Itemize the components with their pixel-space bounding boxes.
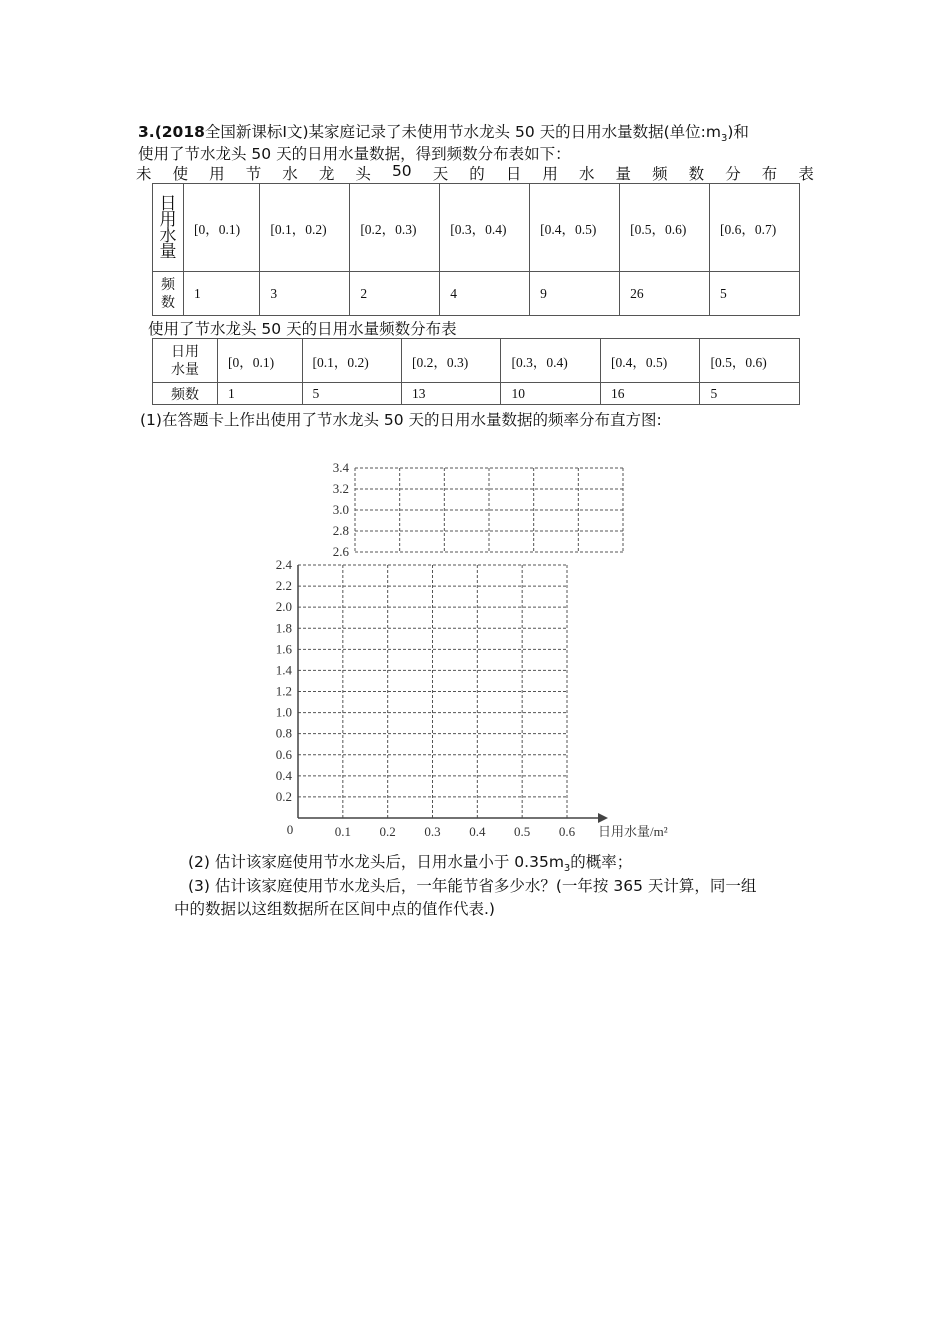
y-tick-label: 2.2 (275, 578, 292, 594)
interval-cell: [0，0.1) (218, 339, 303, 383)
x-tick-label: 0.3 (424, 824, 441, 839)
table1-title-char: 量 (615, 165, 632, 183)
count-cell: 3 (260, 272, 350, 316)
part-3-question-cont: 中的数据以这组数据所在区间中点的值作代表.) (174, 900, 495, 918)
part-2-tail: 的概率； (570, 853, 633, 871)
y-tick-label: 0.8 (275, 725, 292, 741)
y-tick-label: 2.6 (332, 544, 349, 559)
part-2-question (188, 850, 632, 874)
table1-header-count: 频数 (153, 272, 184, 316)
count-cell: 10 (501, 383, 600, 405)
problem-source: (2018 (154, 123, 205, 141)
lower-grid (298, 565, 567, 818)
problem-intro-text: 全国新课标Ⅰ文)某家庭记录了未使用节水龙头 50 天的日用水量数据(单位:m (204, 123, 721, 141)
table1-title-char: 分 (725, 165, 741, 183)
count-cell: 16 (600, 383, 699, 405)
part-2-text: (2) 估计该家庭使用节水龙头后，日用水量小于 0.35m (188, 853, 564, 871)
table1-title-char: 头 (355, 165, 371, 183)
x-axis-arrow (598, 813, 608, 823)
x-tick-label: 0.6 (558, 824, 576, 839)
y-tick-label: 2.8 (332, 523, 349, 538)
table1-title-char: 龙 (318, 165, 335, 183)
chart-axes (298, 565, 608, 823)
interval-cell: [0.3，0.4) (501, 339, 600, 383)
interval-cell: [0，0.1) (184, 184, 260, 272)
interval-cell: [0.4，0.5) (530, 184, 620, 272)
y-tick-label: 2.4 (275, 557, 292, 572)
y-tick-label: 2.0 (275, 599, 292, 615)
table1-title-char: 50 (391, 162, 412, 180)
table1-title-char: 表 (798, 165, 814, 183)
count-cell: 9 (530, 272, 620, 316)
interval-cell: [0.2，0.3) (350, 184, 440, 272)
x-tick-label: 0.5 (514, 824, 531, 839)
x-tick-label: 0.2 (379, 824, 396, 839)
interval-cell: [0.2，0.3) (402, 339, 501, 383)
x-tick-label: 0.1 (334, 824, 351, 839)
table1-title-char: 的 (469, 165, 485, 183)
part-1-question: (1)在答题卡上作出使用了节水龙头 50 天的日用水量数据的频率分布直方图: (140, 411, 662, 429)
table1-title-char: 未 (136, 165, 152, 183)
table1-title-char: 日 (505, 165, 522, 183)
problem-number: 3. (138, 123, 155, 141)
table1-title-char: 天 (432, 165, 449, 183)
count-cell: 1 (218, 383, 303, 405)
table2-header-count: 频数 (153, 383, 218, 405)
problem-line-2: 使用了节水龙头 50 天的日用水量数据，得到频数分布表如下： (138, 145, 571, 163)
interval-cell: [0.3，0.4) (440, 184, 530, 272)
table1-title-char: 数 (688, 165, 705, 183)
count-cell: 4 (440, 272, 530, 316)
count-cell: 5 (302, 383, 401, 405)
y-tick-label: 1.6 (275, 641, 292, 657)
y-tick-label: 0.6 (275, 746, 292, 762)
problem-intro-tail: )和 (727, 123, 749, 141)
table1-title-char: 使 (172, 165, 189, 183)
count-cell: 1 (184, 272, 260, 316)
count-cell: 5 (700, 383, 800, 405)
table1-header-water: 日用水量 (153, 184, 184, 272)
part-3-question: (3) 估计该家庭使用节水龙头后，一年能节省多少水？(一年按 365 天计算，同一组 (188, 877, 757, 895)
count-cell: 13 (402, 383, 501, 405)
table1-title-char: 水 (578, 165, 595, 183)
unit-subscript: 3 (721, 133, 728, 145)
y-tick-label: 3.0 (332, 502, 349, 517)
table1-title-char: 用 (209, 165, 225, 183)
part-2-subscript: 3 (563, 863, 571, 875)
y-tick-label: 3.4 (332, 460, 349, 475)
table2-title: 使用了节水龙头 50 天的日用水量频数分布表 (148, 320, 457, 338)
interval-cell: [0.5，0.6) (700, 339, 800, 383)
table1-title-char: 用 (542, 165, 558, 183)
table1-title-char: 水 (282, 165, 298, 183)
table1-title-char: 频 (652, 165, 668, 183)
interval-cell: [0.4，0.5) (600, 339, 699, 383)
interval-cell: [0.5，0.6) (620, 184, 710, 272)
table1-title-char: 节 (245, 165, 262, 183)
y-tick-label: 1.2 (275, 683, 292, 699)
origin-label: 0 (286, 822, 294, 837)
interval-cell: [0.6，0.7) (710, 184, 800, 272)
y-tick-label: 1.0 (275, 704, 292, 720)
table2-header-water: 日用水量 (153, 339, 218, 383)
x-tick-label: 0.4 (469, 824, 486, 839)
count-cell: 2 (350, 272, 440, 316)
y-tick-label: 1.8 (275, 620, 292, 636)
y-tick-label: 1.4 (275, 662, 292, 678)
upper-grid (355, 468, 623, 552)
x-axis-label: 日用水量/m² (598, 824, 668, 839)
interval-cell: [0.1，0.2) (260, 184, 350, 272)
count-cell: 26 (620, 272, 710, 316)
y-tick-label: 0.4 (275, 767, 292, 783)
table1-title-char: 布 (761, 165, 778, 183)
y-tick-label: 0.2 (275, 788, 292, 804)
y-tick-label: 3.2 (332, 481, 349, 496)
count-cell: 5 (710, 272, 800, 316)
interval-cell: [0.1，0.2) (302, 339, 401, 383)
